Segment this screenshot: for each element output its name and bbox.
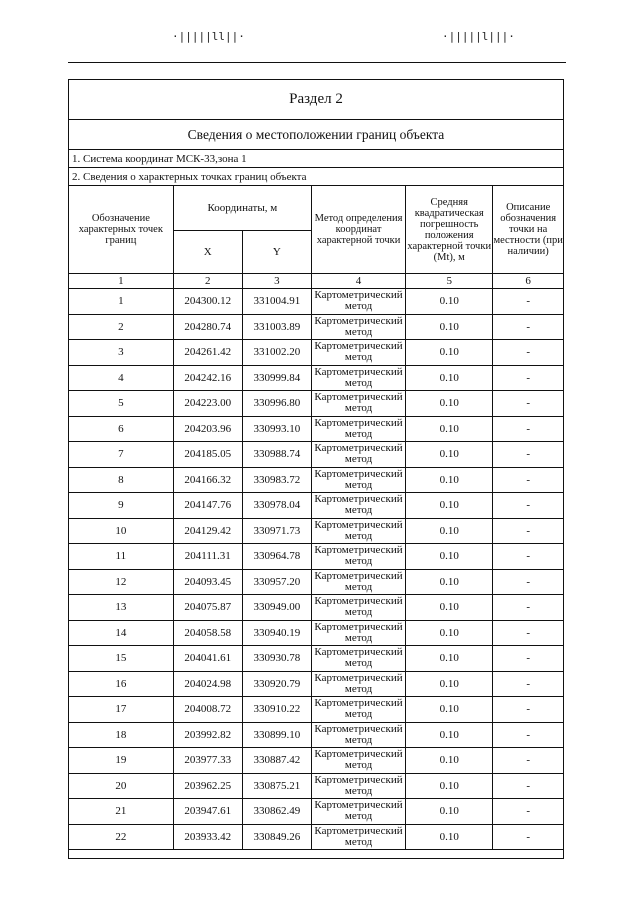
description-cell: -: [493, 748, 563, 774]
point-number-cell: 12: [69, 569, 173, 595]
method-cell: Картометрический метод: [311, 824, 405, 850]
points-table: [69, 186, 563, 850]
description-cell: -: [493, 824, 563, 850]
description-cell: -: [493, 493, 563, 519]
table-row: [69, 773, 563, 799]
y-coordinate-cell: 330887.42: [242, 748, 311, 774]
error-cell: 0.10: [406, 518, 493, 544]
method-cell: Картометрический метод: [311, 697, 405, 723]
method-cell: Картометрический метод: [311, 518, 405, 544]
y-coordinate-cell: 330996.80: [242, 391, 311, 417]
column-number: 2: [173, 274, 242, 289]
x-coordinate-cell: 204203.96: [173, 416, 242, 442]
points-heading-line: 2. Сведения о характерных точках границ объекта: [69, 168, 563, 186]
error-cell: 0.10: [406, 799, 493, 825]
method-cell: Картометрический метод: [311, 467, 405, 493]
error-cell: 0.10: [406, 365, 493, 391]
error-cell: 0.10: [406, 289, 493, 315]
method-cell: Картометрический метод: [311, 289, 405, 315]
x-coordinate-cell: 204075.87: [173, 595, 242, 621]
header-description: Описание обозначения точки на местности (при наличии): [493, 186, 563, 274]
method-cell: Картометрический метод: [311, 722, 405, 748]
description-cell: -: [493, 518, 563, 544]
column-number: 4: [311, 274, 405, 289]
x-coordinate-cell: 204093.45: [173, 569, 242, 595]
x-coordinate-cell: 204261.42: [173, 340, 242, 366]
x-coordinate-cell: 204111.31: [173, 544, 242, 570]
table-row: [69, 314, 563, 340]
error-cell: 0.10: [406, 595, 493, 621]
x-coordinate-cell: 203947.61: [173, 799, 242, 825]
table-row: [69, 748, 563, 774]
description-cell: -: [493, 722, 563, 748]
method-cell: Картометрический метод: [311, 646, 405, 672]
y-coordinate-cell: 330978.04: [242, 493, 311, 519]
point-number-cell: 22: [69, 824, 173, 850]
table-row: [69, 595, 563, 621]
error-cell: 0.10: [406, 569, 493, 595]
method-cell: Картометрический метод: [311, 365, 405, 391]
description-cell: -: [493, 340, 563, 366]
column-number: 5: [406, 274, 493, 289]
table-row: [69, 365, 563, 391]
column-number: 3: [242, 274, 311, 289]
header-error: Средняя квадратическая погрешность положения характерной точки (Mt), м: [406, 186, 493, 274]
x-coordinate-cell: 204058.58: [173, 620, 242, 646]
y-coordinate-cell: 330971.73: [242, 518, 311, 544]
header-method: Метод определения координат характерной точки: [311, 186, 405, 274]
x-coordinate-cell: 204129.42: [173, 518, 242, 544]
x-coordinate-cell: 203962.25: [173, 773, 242, 799]
error-cell: 0.10: [406, 646, 493, 672]
y-coordinate-cell: 331003.89: [242, 314, 311, 340]
top-rule: [68, 62, 566, 63]
table-row: [69, 799, 563, 825]
description-cell: -: [493, 620, 563, 646]
method-cell: Картометрический метод: [311, 416, 405, 442]
x-coordinate-cell: 203992.82: [173, 722, 242, 748]
document-frame: [68, 79, 564, 859]
method-cell: Картометрический метод: [311, 671, 405, 697]
x-coordinate-cell: 204280.74: [173, 314, 242, 340]
x-coordinate-cell: 203977.33: [173, 748, 242, 774]
column-number: 1: [69, 274, 173, 289]
error-cell: 0.10: [406, 544, 493, 570]
method-cell: Картометрический метод: [311, 314, 405, 340]
x-coordinate-cell: 204008.72: [173, 697, 242, 723]
table-row: [69, 646, 563, 672]
x-coordinate-cell: 204300.12: [173, 289, 242, 315]
x-coordinate-cell: 204024.98: [173, 671, 242, 697]
y-coordinate-cell: 330964.78: [242, 544, 311, 570]
table-row: [69, 289, 563, 315]
point-number-cell: 8: [69, 467, 173, 493]
error-cell: 0.10: [406, 340, 493, 366]
y-coordinate-cell: 330999.84: [242, 365, 311, 391]
error-cell: 0.10: [406, 748, 493, 774]
point-number-cell: 19: [69, 748, 173, 774]
point-number-cell: 21: [69, 799, 173, 825]
method-cell: Картометрический метод: [311, 773, 405, 799]
table-row: [69, 544, 563, 570]
description-cell: -: [493, 697, 563, 723]
column-number: 6: [493, 274, 563, 289]
point-number-cell: 18: [69, 722, 173, 748]
point-number-cell: 20: [69, 773, 173, 799]
point-number-cell: 7: [69, 442, 173, 468]
section-subtitle: Сведения о местоположении границ объекта: [69, 120, 563, 150]
y-coordinate-cell: 330930.78: [242, 646, 311, 672]
table-row: [69, 467, 563, 493]
description-cell: -: [493, 391, 563, 417]
x-coordinate-cell: 203933.42: [173, 824, 242, 850]
table-row: [69, 620, 563, 646]
barcode-stamp-left: ·|||||ll||·: [172, 30, 245, 43]
description-cell: -: [493, 799, 563, 825]
y-coordinate-cell: 330849.26: [242, 824, 311, 850]
point-number-cell: 16: [69, 671, 173, 697]
x-coordinate-cell: 204166.32: [173, 467, 242, 493]
error-cell: 0.10: [406, 442, 493, 468]
x-coordinate-cell: 204147.76: [173, 493, 242, 519]
y-coordinate-cell: 330988.74: [242, 442, 311, 468]
point-number-cell: 9: [69, 493, 173, 519]
description-cell: -: [493, 595, 563, 621]
y-coordinate-cell: 331004.91: [242, 289, 311, 315]
y-coordinate-cell: 330940.19: [242, 620, 311, 646]
y-coordinate-cell: 330920.79: [242, 671, 311, 697]
point-number-cell: 10: [69, 518, 173, 544]
header-coordinates: Координаты, м: [173, 186, 311, 231]
description-cell: -: [493, 671, 563, 697]
table-row: [69, 442, 563, 468]
description-cell: -: [493, 365, 563, 391]
point-number-cell: 1: [69, 289, 173, 315]
table-row: [69, 518, 563, 544]
table-row: [69, 671, 563, 697]
description-cell: -: [493, 646, 563, 672]
point-number-cell: 6: [69, 416, 173, 442]
x-coordinate-cell: 204223.00: [173, 391, 242, 417]
header-y: Y: [242, 231, 311, 274]
method-cell: Картометрический метод: [311, 442, 405, 468]
table-row: [69, 416, 563, 442]
barcode-stamp-right: ·|||||l|||·: [442, 30, 515, 43]
description-cell: -: [493, 416, 563, 442]
error-cell: 0.10: [406, 824, 493, 850]
error-cell: 0.10: [406, 773, 493, 799]
table-row: [69, 722, 563, 748]
table-row: [69, 493, 563, 519]
method-cell: Картометрический метод: [311, 340, 405, 366]
header-designation: Обозначение характерных точек границ: [69, 186, 173, 274]
header-x: X: [173, 231, 242, 274]
point-number-cell: 2: [69, 314, 173, 340]
point-number-cell: 5: [69, 391, 173, 417]
point-number-cell: 3: [69, 340, 173, 366]
point-number-cell: 17: [69, 697, 173, 723]
coordinate-system-line: 1. Система координат МСК-33,зона 1: [69, 150, 563, 168]
method-cell: Картометрический метод: [311, 544, 405, 570]
error-cell: 0.10: [406, 391, 493, 417]
y-coordinate-cell: 330875.21: [242, 773, 311, 799]
method-cell: Картометрический метод: [311, 799, 405, 825]
description-cell: -: [493, 544, 563, 570]
point-number-cell: 15: [69, 646, 173, 672]
method-cell: Картометрический метод: [311, 569, 405, 595]
error-cell: 0.10: [406, 467, 493, 493]
error-cell: 0.10: [406, 671, 493, 697]
point-number-cell: 13: [69, 595, 173, 621]
description-cell: -: [493, 467, 563, 493]
point-number-cell: 4: [69, 365, 173, 391]
y-coordinate-cell: 330957.20: [242, 569, 311, 595]
column-number-row: [69, 274, 563, 289]
error-cell: 0.10: [406, 697, 493, 723]
error-cell: 0.10: [406, 722, 493, 748]
y-coordinate-cell: 331002.20: [242, 340, 311, 366]
error-cell: 0.10: [406, 493, 493, 519]
error-cell: 0.10: [406, 416, 493, 442]
points-table-body: [69, 289, 563, 850]
error-cell: 0.10: [406, 620, 493, 646]
table-row: [69, 391, 563, 417]
method-cell: Картометрический метод: [311, 748, 405, 774]
error-cell: 0.10: [406, 314, 493, 340]
method-cell: Картометрический метод: [311, 595, 405, 621]
x-coordinate-cell: 204242.16: [173, 365, 242, 391]
y-coordinate-cell: 330910.22: [242, 697, 311, 723]
method-cell: Картометрический метод: [311, 620, 405, 646]
table-row: [69, 569, 563, 595]
y-coordinate-cell: 330993.10: [242, 416, 311, 442]
section-title: Раздел 2: [69, 80, 563, 120]
method-cell: Картометрический метод: [311, 391, 405, 417]
description-cell: -: [493, 773, 563, 799]
table-row: [69, 697, 563, 723]
description-cell: -: [493, 314, 563, 340]
point-number-cell: 14: [69, 620, 173, 646]
y-coordinate-cell: 330862.49: [242, 799, 311, 825]
point-number-cell: 11: [69, 544, 173, 570]
table-row: [69, 340, 563, 366]
y-coordinate-cell: 330949.00: [242, 595, 311, 621]
x-coordinate-cell: 204041.61: [173, 646, 242, 672]
description-cell: -: [493, 442, 563, 468]
y-coordinate-cell: 330899.10: [242, 722, 311, 748]
description-cell: -: [493, 289, 563, 315]
description-cell: -: [493, 569, 563, 595]
table-row: [69, 824, 563, 850]
method-cell: Картометрический метод: [311, 493, 405, 519]
y-coordinate-cell: 330983.72: [242, 467, 311, 493]
x-coordinate-cell: 204185.05: [173, 442, 242, 468]
